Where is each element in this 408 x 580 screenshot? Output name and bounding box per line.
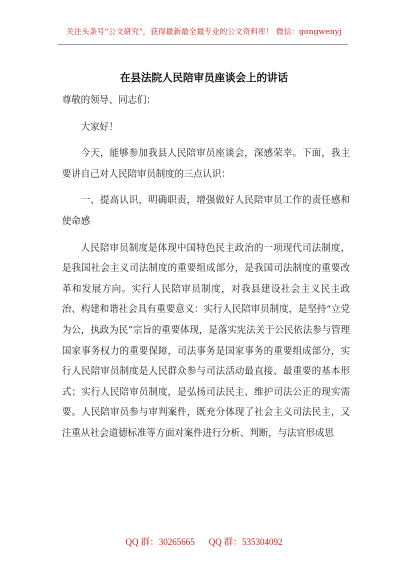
body-paragraph: 人民陪审员制度是体现中国特色民主政治的一项现代司法制度，是我国社会主义司法制度的重要组成部分，是我国司法制度的重要改革和发展方向。实行人民陪审员制度，对我县建设社会主义民主政治、构建和谐社会具有重要意义：实行人民陪审员制度，是坚持“立党为公，执政为民”宗旨的重要体现，是落实宪法关于公民依法参与管理国家事务权力的重要保障，司法事务是国家事务的重要组成部分，实行人民陪审员制度是人民群众参与司法活动最直接、最重要的基本形式；实行人民陪审员制度，是弘扬司法民主、维护司法公正的现实需要。人民陪审员参与审判案件，既充分体现了社会主义司法民主，又注重从社会道德标准等方面对案件进行分析、判断，与法官形成思 — [62, 242, 350, 439]
section-heading: 一、提高认识，明确职责，增强做好人民陪审员工作的责任感和使命感 — [62, 195, 350, 227]
header-notice: 关注头条号"公文研究"，获得最新最全最专业的公文资料库！ 微信：gongwenyj — [66, 27, 342, 36]
greeting: 大家好！ — [80, 121, 119, 133]
footer-qq-group-1: QQ 群：30265665 — [125, 537, 195, 547]
footer-contact — [0, 535, 408, 548]
footer-qq-group-2: QQ 群：535304092 — [208, 537, 283, 547]
document-title: 在县法院人民陪审员座谈会上的讲话 — [120, 72, 288, 84]
intro-paragraph: 今天，能够参加我县人民陪审员座谈会，深感荣幸。下面，我主要讲自己对人民陪审员制度的三点认识： — [62, 148, 350, 180]
header-divider — [58, 44, 348, 45]
document-body — [62, 91, 350, 451]
salutation: 尊敬的领导、同志们： — [62, 95, 156, 106]
